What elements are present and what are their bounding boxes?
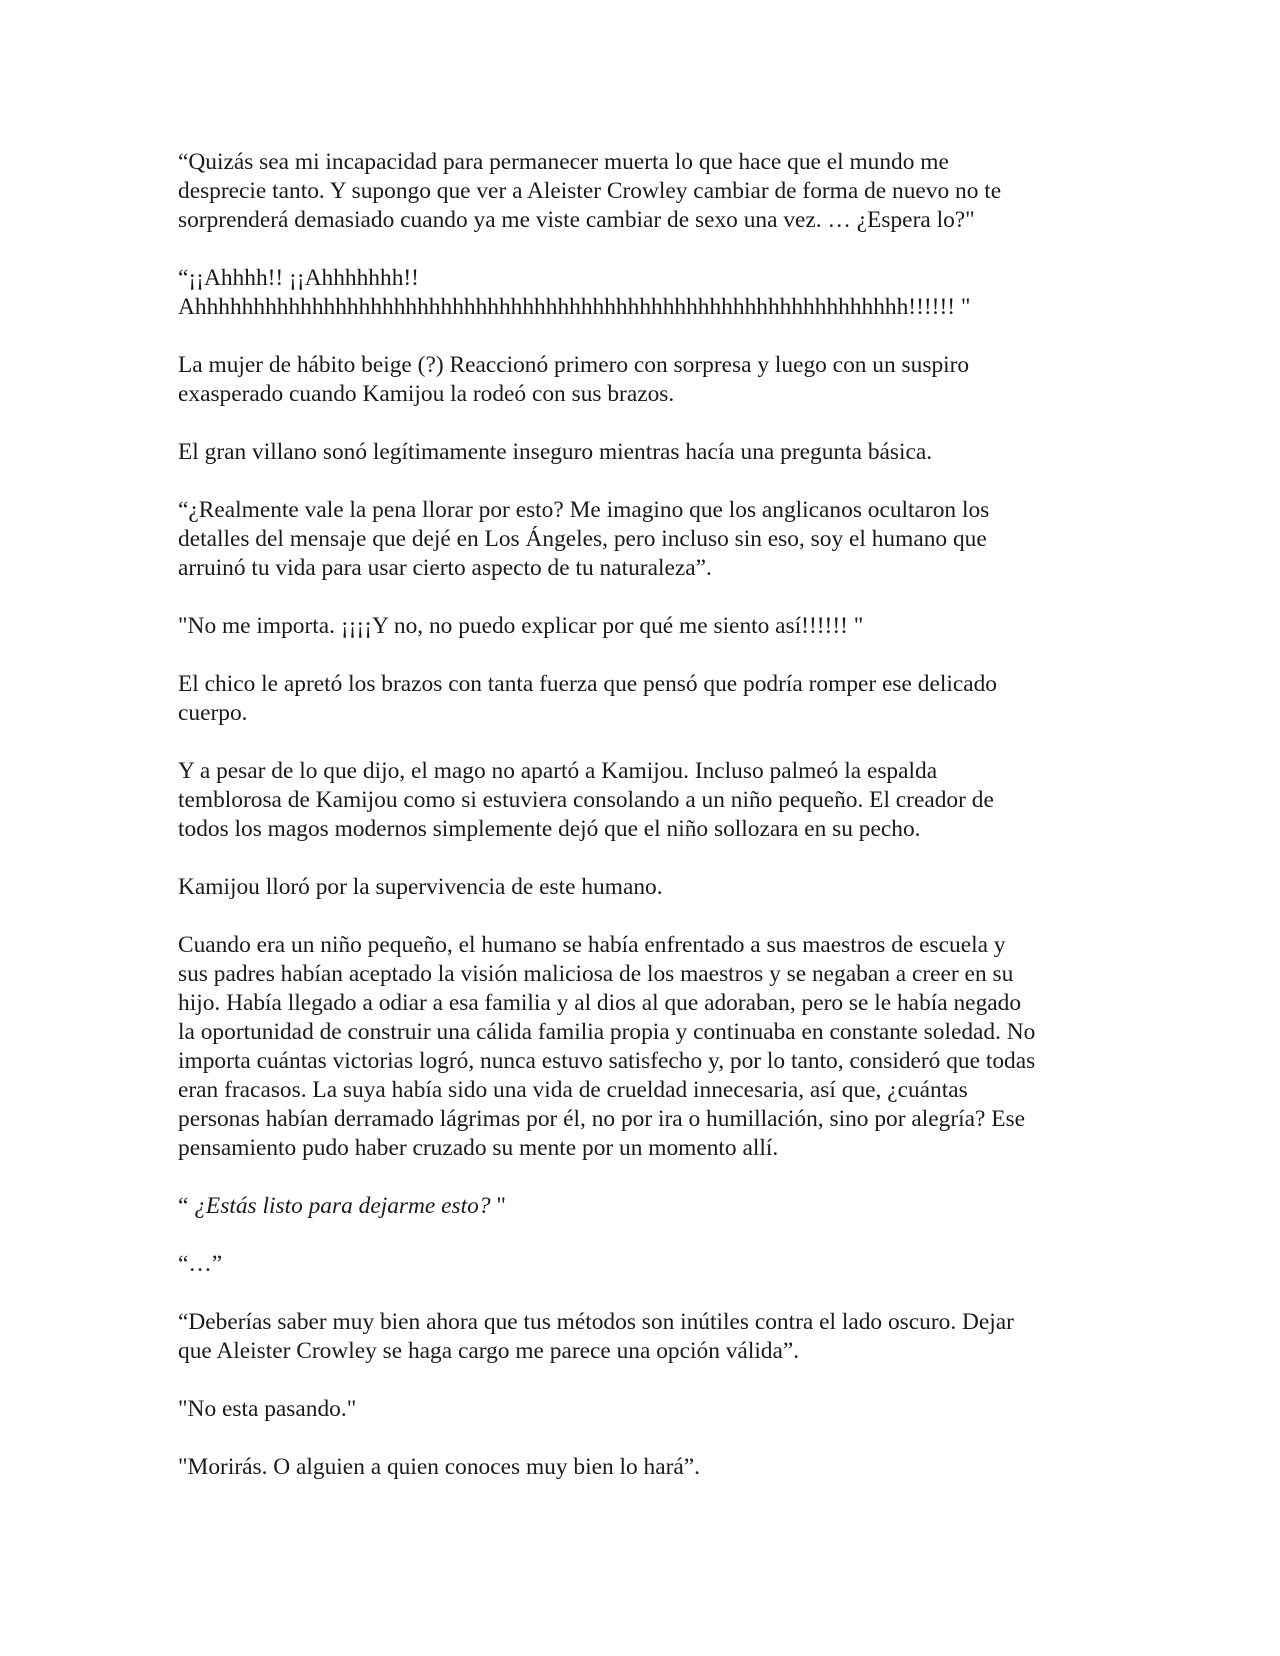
text-line: temblorosa de Kamijou como si estuviera consolando a un niño pequeño. El creador de [178, 787, 994, 813]
paragraph [178, 873, 1108, 902]
text-line: la oportunidad de construir una cálida familia propia y continuaba en constante soledad. No [178, 1019, 1036, 1045]
paragraph [178, 264, 1108, 322]
paragraph [178, 1453, 1108, 1482]
italic-text: ¿Estás listo para dejarme esto? [194, 1193, 491, 1219]
text-line: importa cuántas victorias logró, nunca estuvo satisfecho y, por lo tanto, consideró que todas [178, 1048, 1036, 1074]
text-line: “Quizás sea mi incapacidad para permanecer muerta lo que hace que el mundo me [178, 149, 949, 175]
italic-quote-paragraph [178, 1192, 1108, 1221]
paragraph [178, 351, 1108, 409]
paragraph [178, 1308, 1108, 1366]
text-line: que Aleister Crowley se haga cargo me parece una opción válida”. [178, 1338, 800, 1364]
text-line: Kamijou lloró por la supervivencia de este humano. [178, 874, 663, 900]
paragraph [178, 148, 1108, 235]
text-line: “¡¡Ahhhh!! ¡¡Ahhhhhhh!! [178, 265, 419, 291]
quote-open: “ [178, 1193, 195, 1219]
text-line: todos los magos modernos simplemente dejó que el niño sollozara en su pecho. [178, 816, 921, 842]
text-line: Y a pesar de lo que dijo, el mago no apartó a Kamijou. Incluso palmeó la espalda [178, 758, 938, 784]
document-page [178, 148, 1108, 1511]
paragraph [178, 612, 1108, 641]
paragraph [178, 931, 1108, 1163]
text-line [178, 1192, 1108, 1221]
text-line: Cuando era un niño pequeño, el humano se había enfrentado a sus maestros de escuela y [178, 932, 1006, 958]
text-line: eran fracasos. La suya había sido una vida de crueldad innecesaria, así que, ¿cuántas [178, 1077, 968, 1103]
text-line: personas habían derramado lágrimas por él, no por ira o humillación, sino por alegría? Ese [178, 1106, 1025, 1132]
text-line: desprecie tanto. Y supongo que ver a Aleister Crowley cambiar de forma de nuevo no te [178, 178, 1002, 204]
paragraph [178, 438, 1108, 467]
paragraph [178, 496, 1108, 583]
text-line: "No esta pasando." [178, 1396, 357, 1422]
paragraph [178, 1395, 1108, 1424]
text-line: "No me importa. ¡¡¡¡Y no, no puedo explicar por qué me siento así!!!!!! " [178, 613, 864, 639]
text-line: detalles del mensaje que dejé en Los Ángeles, pero incluso sin eso, soy el humano que [178, 526, 987, 552]
text-line: El gran villano sonó legítimamente inseguro mientras hacía una pregunta básica. [178, 439, 933, 465]
text-line: arruinó tu vida para usar cierto aspecto de tu naturaleza”. [178, 555, 712, 581]
text-line: Ahhhhhhhhhhhhhhhhhhhhhhhhhhhhhhhhhhhhhhhhhhhhhhhhhhhhhhhhhhhhh!!!!!! " [178, 294, 971, 320]
paragraph [178, 1250, 1108, 1279]
text-line: hijo. Había llegado a odiar a esa familia y al dios al que adoraban, pero se le había negado [178, 990, 1022, 1016]
paragraph [178, 757, 1108, 844]
text-line: “Deberías saber muy bien ahora que tus métodos son inútiles contra el lado oscuro. Dejar [178, 1309, 1014, 1335]
text-line: pensamiento pudo haber cruzado su mente por un momento allí. [178, 1135, 779, 1161]
text-line: exasperado cuando Kamijou la rodeó con sus brazos. [178, 381, 675, 407]
text-line: La mujer de hábito beige (?) Reaccionó primero con sorpresa y luego con un suspiro [178, 352, 970, 378]
paragraph [178, 670, 1108, 728]
text-line: sorprenderá demasiado cuando ya me viste cambiar de sexo una vez. … ¿Espera lo?" [178, 207, 975, 233]
text-line: “…” [178, 1251, 223, 1277]
text-line: “¿Realmente vale la pena llorar por esto? Me imagino que los anglicanos ocultaron los [178, 497, 990, 523]
text-line: cuerpo. [178, 700, 248, 726]
text-line: El chico le apretó los brazos con tanta fuerza que pensó que podría romper ese delicado [178, 671, 997, 697]
quote-close: " [490, 1193, 506, 1219]
text-line: sus padres habían aceptado la visión maliciosa de los maestros y se negaban a creer en su [178, 961, 1014, 987]
text-line: "Morirás. O alguien a quien conoces muy bien lo hará”. [178, 1454, 701, 1480]
